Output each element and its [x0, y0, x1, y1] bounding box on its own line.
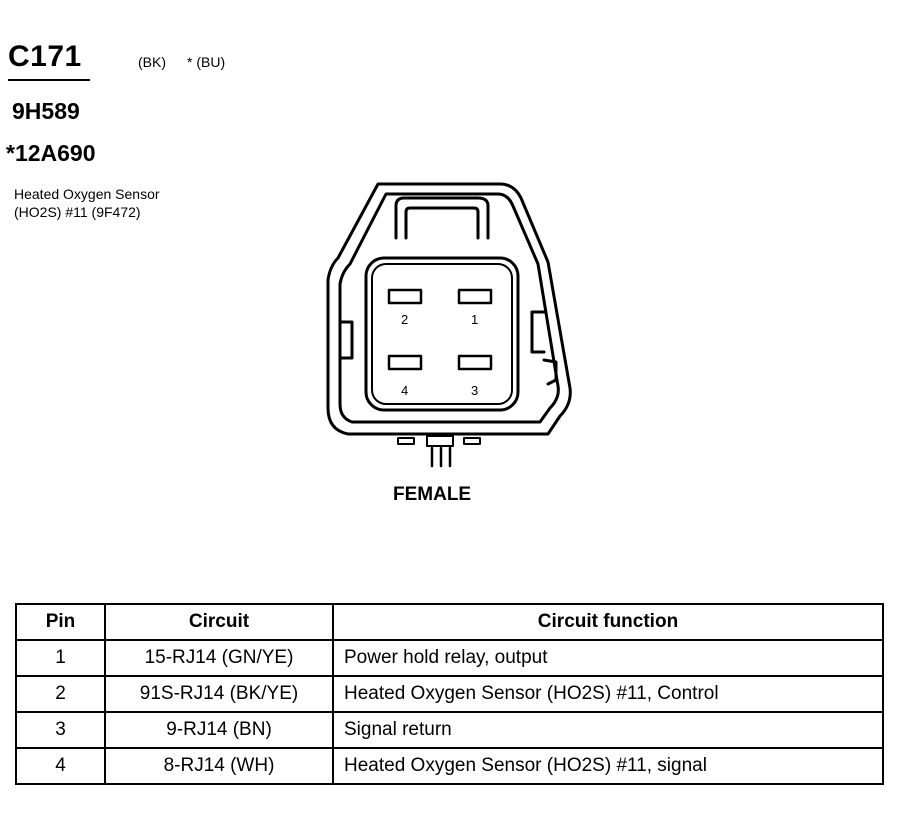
pin-cavity-frame-inner	[372, 264, 512, 404]
pin-label-3: 3	[471, 383, 479, 398]
connector-id: C171	[8, 40, 82, 73]
cell-pin: 4	[16, 748, 105, 784]
header-pin: Pin	[16, 604, 105, 640]
table-row	[16, 712, 883, 748]
pin-cavity-frame	[366, 258, 518, 410]
cell-pin: 2	[16, 676, 105, 712]
pin-slot-1	[459, 290, 491, 303]
color-code-primary: (BK)	[138, 54, 166, 70]
cell-pin: 3	[16, 712, 105, 748]
locking-tab	[396, 198, 488, 238]
pin-label-4: 4	[401, 383, 409, 398]
cell-circuit: 8-RJ14 (WH)	[105, 748, 333, 784]
cell-circuit: 15-RJ14 (GN/YE)	[105, 640, 333, 676]
pin-label-1: 1	[471, 312, 479, 327]
header-circuit: Circuit	[105, 604, 333, 640]
pin-slot-3	[459, 356, 491, 369]
table-row	[16, 748, 883, 784]
cell-circuit: 9-RJ14 (BN)	[105, 712, 333, 748]
header-circuit-function: Circuit function	[333, 604, 883, 640]
pin-slot-4	[389, 356, 421, 369]
cell-circuit-function: Signal return	[333, 712, 883, 748]
pin-label-2: 2	[401, 312, 409, 327]
cell-circuit-function: Heated Oxygen Sensor (HO2S) #11, Control	[333, 676, 883, 712]
component-description-line-2: (HO2S) #11 (9F472)	[14, 204, 141, 220]
pinout-table	[15, 603, 884, 785]
pin-slot-2	[389, 290, 421, 303]
color-code-alternate: * (BU)	[187, 54, 226, 70]
bottom-tab-left	[398, 438, 414, 444]
bottom-tab-center	[427, 436, 453, 446]
part-number-primary: 9H589	[12, 98, 80, 124]
cell-circuit-function: Heated Oxygen Sensor (HO2S) #11, signal	[333, 748, 883, 784]
table-row	[16, 640, 883, 676]
side-latch-right	[532, 312, 544, 352]
bottom-tab-right	[464, 438, 480, 444]
component-description-line-1: Heated Oxygen Sensor	[14, 186, 160, 202]
table-header-row	[16, 604, 883, 640]
side-key-left	[340, 322, 352, 358]
cell-circuit-function: Power hold relay, output	[333, 640, 883, 676]
cell-pin: 1	[16, 640, 105, 676]
locking-tab-inner	[406, 208, 478, 238]
cell-circuit: 91S-RJ14 (BK/YE)	[105, 676, 333, 712]
connector-gender-label: FEMALE	[393, 484, 472, 505]
part-number-alternate: *12A690	[6, 140, 96, 166]
table-row	[16, 676, 883, 712]
connector-housing-outer	[328, 184, 570, 434]
